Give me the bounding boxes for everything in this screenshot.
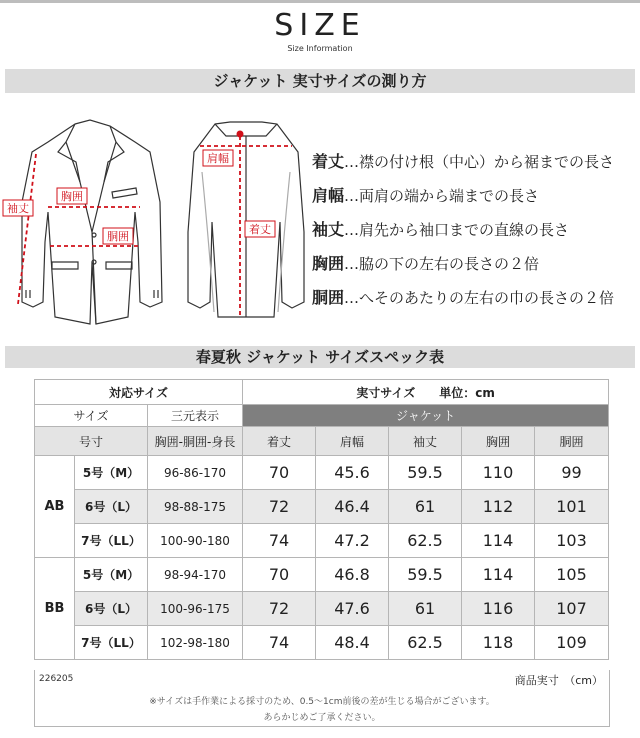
value-cell: 74 [243,626,316,660]
value-cell: 99 [535,456,609,490]
legend-term: 肩幅 [312,186,345,205]
legend-desc: …襟の付け根（中心）から裾までの長さ [344,153,615,171]
size-cell: 7号（LL） [75,524,148,558]
table-row [35,524,609,558]
label-sleeve: 袖丈 [7,202,29,215]
size-cell: 6号（L） [75,592,148,626]
group-label: BB [35,558,75,660]
column-header: 肩幅 [316,427,389,456]
dims-cell: 100-90-180 [148,524,243,558]
legend-row [312,218,640,252]
legend-desc: …両肩の端から端までの長さ [344,187,540,205]
label-shoulder: 肩幅 [207,152,229,165]
value-cell: 46.8 [316,558,389,592]
jacket-diagram [0,112,310,337]
column-header: 胴囲 [535,427,609,456]
value-cell: 47.6 [316,592,389,626]
legend-term: 胴囲 [312,288,345,307]
section-heading-spec: 春夏秋 ジャケット サイズスペック表 [5,346,635,368]
value-cell: 72 [243,592,316,626]
value-cell: 103 [535,524,609,558]
value-cell: 61 [389,592,462,626]
table-row [35,592,609,626]
label-chest: 胸囲 [61,190,83,203]
collar-point-marker [237,131,244,138]
group-label: AB [35,456,75,558]
value-cell: 62.5 [389,524,462,558]
header-dims: 胸囲-胴囲-身長 [148,427,243,456]
header-number: 号寸 [35,427,148,456]
legend-desc: …脇の下の左右の長さの２倍 [344,255,540,273]
column-header: 着丈 [243,427,316,456]
dims-cell: 100-96-175 [148,592,243,626]
size-cell: 5号（M） [75,558,148,592]
value-cell: 116 [462,592,535,626]
size-cell: 7号（LL） [75,626,148,660]
value-cell: 107 [535,592,609,626]
product-code: 226205 [39,674,74,684]
value-cell: 59.5 [389,558,462,592]
legend-term: 胸囲 [312,254,345,273]
page-subtitle: Size Information [287,44,353,53]
value-cell: 109 [535,626,609,660]
size-cell: 5号（M） [75,456,148,490]
dims-cell: 98-94-170 [148,558,243,592]
value-cell: 118 [462,626,535,660]
value-cell: 105 [535,558,609,592]
value-cell: 47.2 [316,524,389,558]
table-row [35,558,609,592]
table-row [35,490,609,524]
legend-row [312,184,640,218]
value-cell: 59.5 [389,456,462,490]
value-cell: 74 [243,524,316,558]
page-title: SIZE [274,8,366,43]
table-row [35,626,609,660]
value-cell: 48.4 [316,626,389,660]
legend-row [312,252,640,286]
jacket-front-illustration [22,120,162,324]
column-header: 袖丈 [389,427,462,456]
legend-row [312,150,640,184]
unit-note: 商品実寸 （cm） [514,674,603,687]
label-waist: 胴囲 [107,230,129,243]
legend-desc: …へそのあたりの左右の巾の長さの２倍 [344,289,615,307]
header-compatible-size: 対応サイズ [35,380,243,405]
value-cell: 101 [535,490,609,524]
section-heading-measure: ジャケット 実寸サイズの測り方 [5,69,635,93]
dims-cell: 98-88-175 [148,490,243,524]
value-cell: 72 [243,490,316,524]
value-cell: 112 [462,490,535,524]
measurement-legend [312,150,640,320]
table-footer [34,670,610,727]
value-cell: 61 [389,490,462,524]
header-three-dim: 三元表示 [148,405,243,427]
legend-row [312,286,640,320]
dims-cell: 96-86-170 [148,456,243,490]
value-cell: 114 [462,558,535,592]
legend-term: 着丈 [312,152,345,171]
top-divider [0,0,640,3]
table-row [35,456,609,490]
size-cell: 6号（L） [75,490,148,524]
value-cell: 62.5 [389,626,462,660]
label-length: 着丈 [249,223,271,236]
disclaimer-line-2: あらかじめご了承ください。 [263,713,381,723]
value-cell: 70 [243,558,316,592]
column-header: 胸囲 [462,427,535,456]
header-actual-size: 実寸サイズ 単位：cm [243,380,609,405]
value-cell: 110 [462,456,535,490]
value-cell: 114 [462,524,535,558]
value-cell: 45.6 [316,456,389,490]
disclaimer-line-1: ※サイズは手作業による採寸のため、0.5〜1cm前後の差が生じる場合がございます。 [149,697,495,707]
value-cell: 70 [243,456,316,490]
header-size: サイズ [35,405,148,427]
value-cell: 46.4 [316,490,389,524]
header-jacket: ジャケット [243,405,609,427]
legend-desc: …肩先から袖口までの直線の長さ [344,221,570,239]
size-spec-table [34,379,609,660]
legend-term: 袖丈 [312,220,345,239]
dims-cell: 102-98-180 [148,626,243,660]
